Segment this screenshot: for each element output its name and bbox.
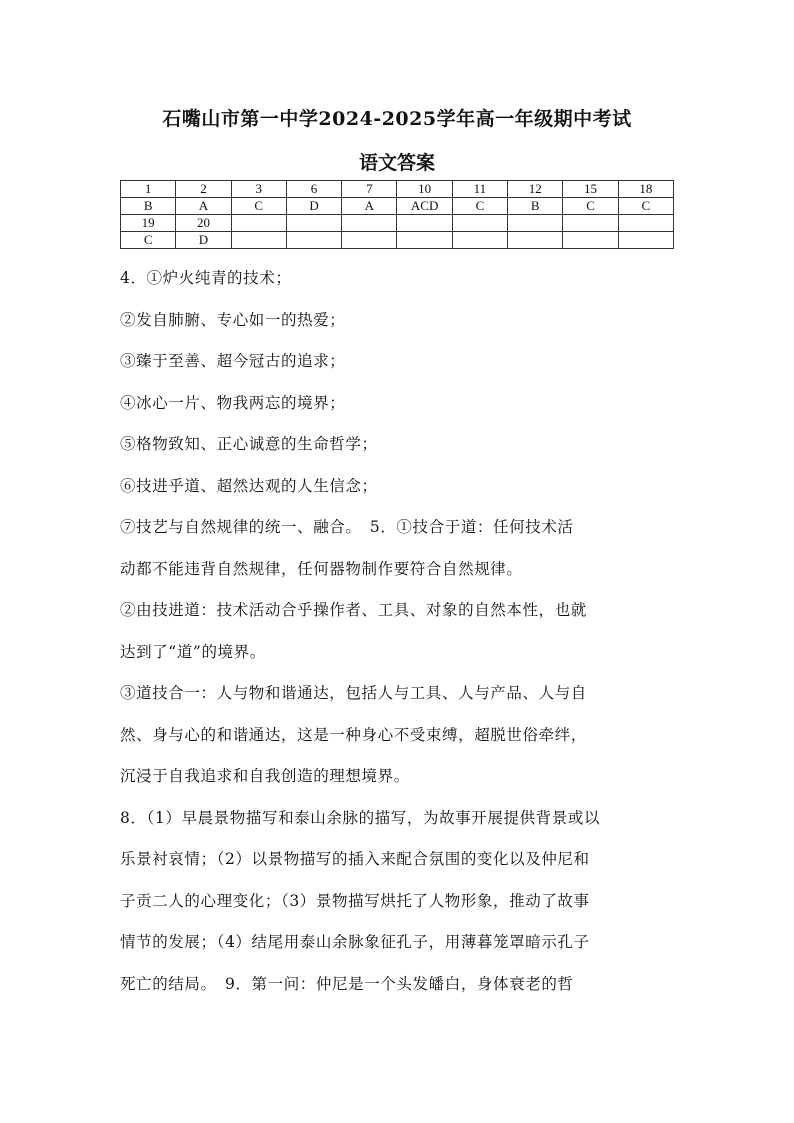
- table-cell: 1: [121, 181, 176, 198]
- table-cell: 18: [618, 181, 673, 198]
- table-cell: [508, 215, 563, 232]
- table-cell: 10: [397, 181, 452, 198]
- table-cell: [452, 232, 507, 249]
- answer-line: 然、身与心的和谐通达，这是一种身心不受束缚，超脱世俗牵绊，: [120, 725, 587, 744]
- table-row: [121, 232, 674, 249]
- table-cell: B: [508, 198, 563, 215]
- table-cell: 12: [508, 181, 563, 198]
- table-cell: [618, 215, 673, 232]
- table-row: [121, 215, 674, 232]
- answer-line: ②发自肺腑、专心如一的热爱；: [120, 310, 346, 329]
- table-cell: A: [176, 198, 231, 215]
- table-cell: [342, 215, 397, 232]
- table-cell: [563, 215, 618, 232]
- table-cell: [563, 232, 618, 249]
- table-cell: C: [231, 198, 286, 215]
- answer-line: ④冰心一片、物我两忘的境界；: [120, 393, 346, 412]
- table-row: [121, 181, 674, 198]
- table-cell: 11: [452, 181, 507, 198]
- exam-title: 石嘴山市第一中学2024-2025学年高一年级期中考试: [162, 108, 632, 130]
- table-cell: [286, 215, 341, 232]
- table-cell: [508, 232, 563, 249]
- answer-line: ②由技进道：技术活动合乎操作者、工具、对象的自然本性，也就: [120, 601, 587, 619]
- table-cell: 2: [176, 181, 231, 198]
- answer-line: ③道技合一：人与物和谐通达，包括人与工具、人与产品、人与自: [120, 684, 587, 702]
- table-cell: 6: [286, 181, 341, 198]
- table-cell: [231, 215, 286, 232]
- answer-line: 8．（1）早晨景物描写和泰山余脉的描写，为故事开展提供背景或以: [120, 808, 601, 827]
- answer-line: ③臻于至善、超今冠古的追求；: [120, 352, 346, 370]
- table-cell: A: [342, 198, 397, 215]
- answer-line: 乐景衬哀情；（2）以景物描写的插入来配合氛围的变化以及仲尼和: [120, 850, 590, 868]
- table-cell: [618, 232, 673, 249]
- table-cell: [397, 232, 452, 249]
- answer-line: 达到了“道”的境界。: [120, 642, 266, 661]
- table-cell: D: [286, 198, 341, 215]
- table-cell: [397, 215, 452, 232]
- answer-line: 子贡二人的心理变化；（3）景物描写烘托了人物形象，推动了故事: [120, 891, 590, 910]
- answer-line: 死亡的结局。 9．第一问：仲尼是一个头发皤白，身体衰老的哲: [120, 974, 574, 993]
- table-cell: 15: [563, 181, 618, 198]
- table-cell: 20: [176, 215, 231, 232]
- table-cell: B: [121, 198, 176, 215]
- answer-body: [120, 258, 680, 1005]
- table-cell: [231, 232, 286, 249]
- table-cell: C: [618, 198, 673, 215]
- answer-table: [120, 180, 674, 249]
- table-cell: [286, 232, 341, 249]
- table-cell: [452, 215, 507, 232]
- answer-line: 4．①炉火纯青的技术；: [120, 269, 292, 287]
- answer-line: 沉浸于自我追求和自我创造的理想境界。: [120, 767, 410, 785]
- answer-line: 情节的发展；（4）结尾用泰山余脉象征孔子，用薄暮笼罩暗示孔子: [120, 933, 590, 951]
- table-cell: [342, 232, 397, 249]
- table-cell: 7: [342, 181, 397, 198]
- table-cell: 19: [121, 215, 176, 232]
- table-row: [121, 198, 674, 215]
- table-cell: C: [452, 198, 507, 215]
- table-cell: C: [563, 198, 618, 215]
- answer-subtitle: 语文答案: [358, 152, 435, 174]
- table-cell: 3: [231, 181, 286, 198]
- table-cell: D: [176, 232, 231, 249]
- table-cell: ACD: [397, 198, 452, 215]
- table-cell: C: [121, 232, 176, 249]
- answer-line: ⑦技艺与自然规律的统一、融合。 5．①技合于道：任何技术活: [120, 518, 574, 536]
- answer-line: 动都不能违背自然规律，任何器物制作要符合自然规律。: [120, 559, 523, 578]
- answer-line: ⑥技进乎道、超然达观的人生信念；: [120, 476, 378, 495]
- answer-line: ⑤格物致知、正心诚意的生命哲学；: [120, 435, 378, 453]
